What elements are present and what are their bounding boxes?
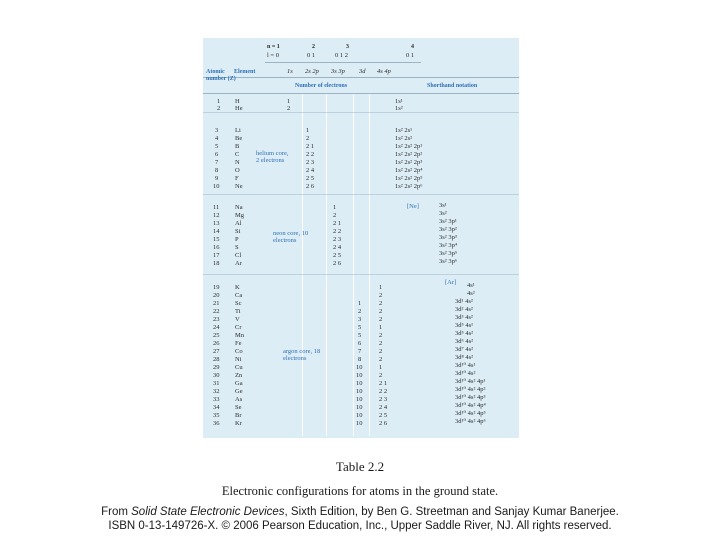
shorthand: 3d² 4s² [455,306,473,313]
column-divider [369,94,370,436]
atomic-number: 3 [215,127,219,134]
shorthand: 1s² 2s¹ [395,127,413,134]
element-symbol: S [235,244,239,251]
electron-count: 2 [379,356,383,363]
shorthand: 3s² 3p² [439,226,457,233]
d-electron-count: 2 [358,308,362,315]
electron-count: 2 [379,332,383,339]
element-symbol: Ni [235,356,242,363]
shorthand: 3d¹⁰ 4s² 4p⁶ [455,418,486,425]
shorthand: 3d¹⁰ 4s² [455,370,476,377]
electron-count: 2 5 [306,175,315,182]
shorthand: 1s² 2s² [395,135,413,142]
shorthand: 3s¹ [439,202,447,209]
shorthand: 3d¹⁰ 4s¹ [455,362,476,369]
element-symbol: C [235,151,240,158]
element-symbol: Zn [235,372,243,379]
element-symbol: Kr [235,420,242,427]
element-symbol: Si [235,228,241,235]
shorthand: 1s² 2s² 2p¹ [395,143,423,150]
d-electron-count: 8 [358,356,362,363]
core-symbol: [Ar] [445,279,457,286]
d-electron-count: 10 [356,404,363,411]
element-symbol: Fe [235,340,242,347]
header-rule [203,77,519,78]
electron-count: 2 [379,348,383,355]
atomic-number: 29 [213,364,220,371]
d-electron-count: 5 [358,332,362,339]
atomic-number: 8 [215,167,219,174]
d-electron-count: 10 [356,380,363,387]
electron-count: 1 [287,98,291,105]
electron-count: 2 6 [333,260,342,267]
shorthand: 1s² 2s² 2p⁶ [395,183,423,190]
electron-count: 2 [379,300,383,307]
d-electron-count: 3 [358,316,362,323]
shorthand: 1s² 2s² 2p³ [395,159,423,166]
atomic-number: 2 [217,105,221,112]
electron-count: 1 [379,364,383,371]
shorthand: 1s² 2s² 2p² [395,151,423,158]
col-element: Element [234,69,256,75]
source-book-title: Solid State Electronic Devices [131,506,285,518]
group-rule [203,194,519,195]
electron-count: 2 3 [333,236,342,243]
element-symbol: He [235,105,243,112]
electron-count: 2 2 [379,388,388,395]
atomic-number: 9 [215,175,219,182]
shorthand: 3d¹⁰ 4s² 4p⁵ [455,410,486,417]
electron-count: 2 [306,135,310,142]
electron-count: 2 [379,292,383,299]
element-symbol: Ga [235,380,243,387]
atomic-number: 33 [213,396,220,403]
atomic-number: 24 [213,324,220,331]
electron-count: 2 [287,105,291,112]
header-rule [265,62,421,63]
caption-source-line-1 [0,506,720,518]
shell-n-value: 4 [411,44,414,50]
d-electron-count: 10 [356,372,363,379]
atomic-number: 13 [213,220,220,227]
atomic-number: 25 [213,332,220,339]
atomic-number: 21 [213,300,220,307]
element-symbol: P [235,236,239,243]
atomic-number: 30 [213,372,220,379]
subshell-label: 2s 2p [305,68,319,75]
d-electron-count: 10 [356,420,363,427]
column-divider [353,94,354,436]
element-symbol: Ar [235,260,242,267]
core-note: neon core, 10 electrons [273,230,309,244]
electron-count: 2 [379,340,383,347]
atomic-number: 31 [213,380,220,387]
element-symbol: Mn [235,332,245,339]
atomic-number: 36 [213,420,220,427]
element-symbol: Ge [235,388,243,395]
electron-count: 1 [306,127,310,134]
atomic-number: 22 [213,308,220,315]
atomic-number: 7 [215,159,219,166]
electron-count: 2 2 [333,228,342,235]
source-prefix: From [101,506,132,518]
electron-count: 2 3 [379,396,388,403]
table-scan [203,38,519,438]
column-divider [302,94,303,436]
element-symbol: O [235,167,240,174]
atomic-number: 12 [213,212,220,219]
atomic-number: 17 [213,252,220,259]
subshell-label: 1s [287,68,293,75]
element-symbol: Be [235,135,243,142]
caption-source-line-2: ISBN 0-13-149726-X. © 2006 Pearson Education, Inc., Upper Saddle River, NJ. All rights reserved. [108,520,612,532]
subshell-label: 3s 3p [331,68,345,75]
d-electron-count: 5 [358,324,362,331]
group-rule [203,274,519,275]
source-rest: , Sixth Edition, by Ben G. Streetman and Sanjay Kumar Banerjee. [284,506,619,518]
shorthand: 3d¹⁰ 4s² 4p⁴ [455,402,486,409]
atomic-number: 1 [217,98,221,105]
element-symbol: Ti [235,308,241,315]
atomic-number: 34 [213,404,220,411]
electron-count: 2 6 [306,183,315,190]
element-symbol: Ca [235,292,243,299]
atomic-number: 16 [213,244,220,251]
col-atomic-number: Atomic number (Z) [206,69,236,82]
electron-count: 1 [379,324,383,331]
d-electron-count: 7 [358,348,362,355]
column-divider [326,94,327,436]
atomic-number: 5 [215,143,219,150]
shorthand: 3d⁶ 4s² [455,338,474,345]
element-symbol: Se [235,404,242,411]
group-rule [203,112,519,113]
atomic-number: 11 [213,204,220,211]
subshell-label: 3d [359,68,366,75]
header-rule [203,93,519,94]
shell-l-value: 0 1 2 [335,52,348,59]
element-symbol: Sc [235,300,242,307]
d-electron-count: 10 [356,388,363,395]
element-symbol: Br [235,412,242,419]
electron-count: 2 1 [379,380,388,387]
electron-count: 2 5 [379,412,388,419]
col-shorthand: Shorthand notation [427,83,478,89]
atomic-number: 14 [213,228,220,235]
element-symbol: Ne [235,183,243,190]
d-electron-count: 1 [358,300,362,307]
atomic-number: 4 [215,135,219,142]
atomic-number: 10 [213,183,220,190]
d-electron-count: 10 [356,412,363,419]
element-symbol: Co [235,348,243,355]
electron-count: 2 [379,372,383,379]
shorthand: 3d¹ 4s² [455,298,473,305]
core-symbol: [Ne] [407,203,419,210]
atomic-number: 20 [213,292,220,299]
shorthand: 3s² 3p⁴ [439,242,458,249]
d-electron-count: 6 [358,340,362,347]
atomic-number: 15 [213,236,220,243]
electron-count: 2 6 [379,420,388,427]
core-note: argon core, 18 electrons [283,348,321,362]
electron-count: 2 1 [333,220,342,227]
shell-n-value: 3 [346,44,349,50]
d-electron-count: 10 [356,364,363,371]
electron-count: 1 [333,204,337,211]
element-symbol: As [235,396,243,403]
electron-count: 2 4 [333,244,342,251]
shorthand: 3d⁷ 4s² [455,346,474,353]
shorthand: 3s² 3p⁶ [439,258,458,265]
atomic-number: 32 [213,388,220,395]
shorthand: 3d⁸ 4s² [455,354,474,361]
atomic-number: 35 [213,412,220,419]
shorthand: 1s² [395,105,403,112]
electron-count: 2 5 [333,252,342,259]
electron-count: 2 4 [306,167,315,174]
element-symbol: F [235,175,239,182]
shorthand: 1s² 2s² 2p⁵ [395,175,423,182]
shell-n-value: 2 [312,44,315,50]
atomic-number: 23 [213,316,220,323]
electron-count: 2 3 [306,159,315,166]
element-symbol: Na [235,204,243,211]
d-electron-count: 10 [356,396,363,403]
shorthand: 4s¹ [467,282,475,289]
shorthand: 3d¹⁰ 4s² 4p¹ [455,378,486,385]
element-symbol: B [235,143,240,150]
atomic-number: 27 [213,348,220,355]
shorthand: 3d⁵ 4s² [455,330,474,337]
shorthand: 1s² 2s² 2p⁴ [395,167,423,174]
atomic-number: 6 [215,151,219,158]
element-symbol: Mg [235,212,245,219]
element-symbol: N [235,159,240,166]
shell-l-value: 0 1 [307,52,316,59]
shorthand: 4s² [467,290,475,297]
shorthand: 3d¹⁰ 4s² 4p³ [455,394,486,401]
element-symbol: Li [235,127,241,134]
shorthand: 3s² 3p⁵ [439,250,458,257]
subshell-label: 4s 4p [377,68,391,75]
element-symbol: Cu [235,364,243,371]
caption-description: Electronic configurations for atoms in the ground state. [221,484,499,498]
shorthand: 3s² 3p¹ [439,218,457,225]
shorthand: 3s² [439,210,447,217]
element-symbol: K [235,284,240,291]
atomic-number: 19 [213,284,220,291]
element-symbol: Al [235,220,242,227]
electron-count: 1 [379,284,383,291]
element-symbol: Cl [235,252,242,259]
shorthand: 3d³ 4s² [455,314,473,321]
shell-n-label: n = 1 [267,44,280,50]
element-symbol: Cr [235,324,242,331]
core-note: helium core, 2 electrons [256,150,289,164]
element-symbol: H [235,98,240,105]
element-symbol: V [235,316,240,323]
electron-count: 2 [379,316,383,323]
shorthand: 1s¹ [395,98,403,105]
atomic-number: 18 [213,260,220,267]
electron-count: 2 4 [379,404,388,411]
col-electrons: Number of electrons [295,83,348,89]
shorthand: 3s² 3p³ [439,234,457,241]
atomic-number: 28 [213,356,220,363]
shell-l-label: l = 0 [267,52,279,59]
atomic-number: 26 [213,340,220,347]
electron-count: 2 1 [306,143,315,150]
electron-count: 2 2 [306,151,315,158]
caption-title: Table 2.2 [335,459,385,474]
shell-l-value: 0 1 [406,52,415,59]
shorthand: 3d¹⁰ 4s² 4p² [455,386,486,393]
electron-count: 2 [333,212,337,219]
shorthand: 3d⁵ 4s¹ [455,322,474,329]
electron-count: 2 [379,308,383,315]
